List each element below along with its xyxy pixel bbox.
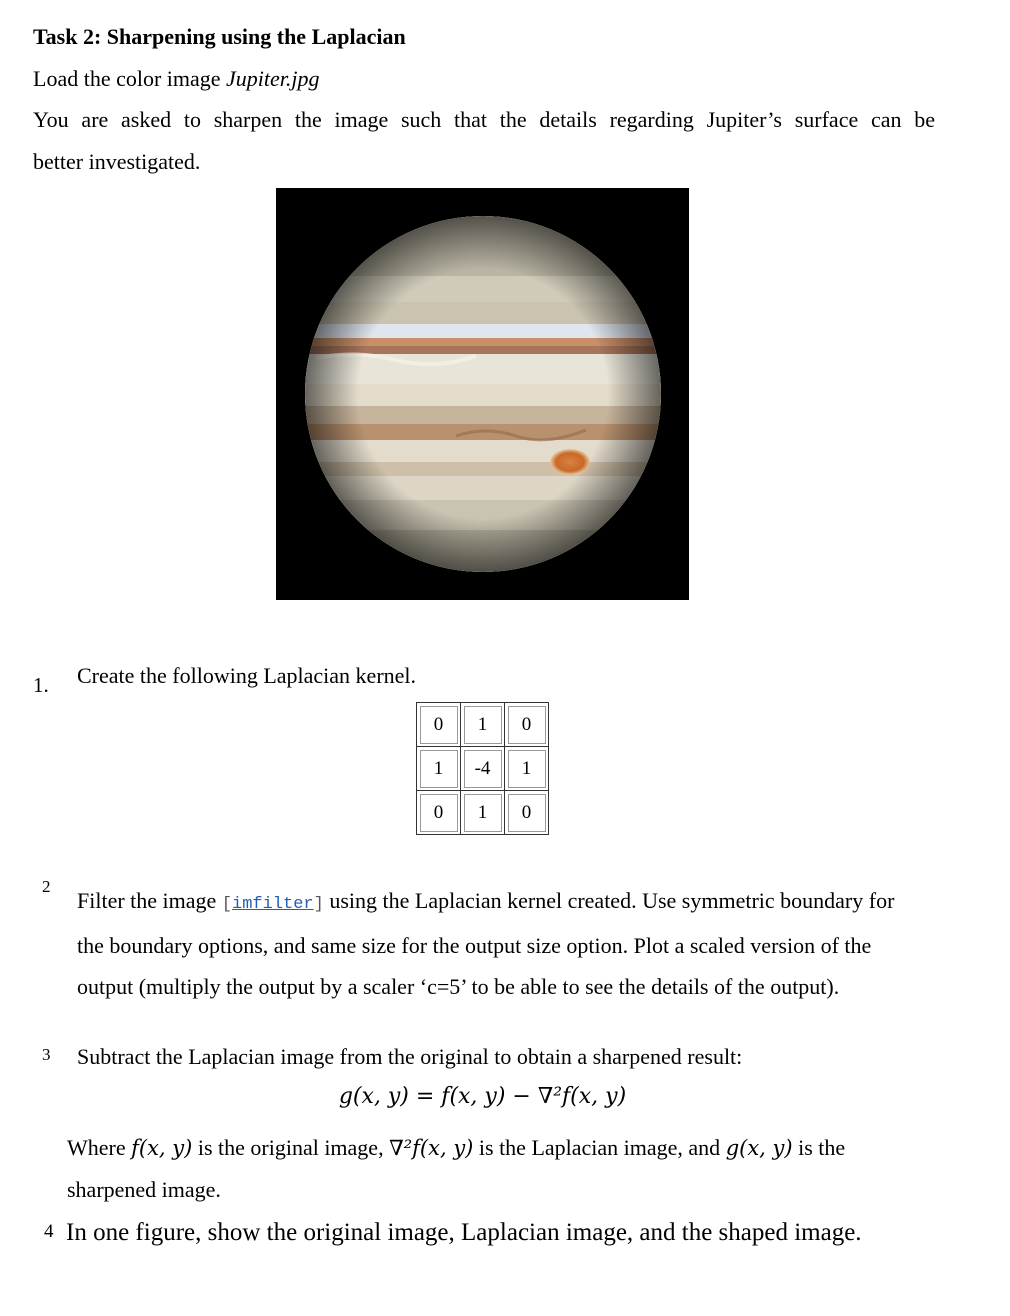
kernel-cell: 1 [461, 703, 505, 747]
load-text: Load the color image [33, 66, 227, 91]
step-4-text: In one figure, show the original image, Laplacian image, and the shaped image. [66, 1219, 862, 1246]
step-3-number: 3 [42, 1045, 51, 1064]
imfilter-link[interactable]: imfilter [232, 895, 314, 914]
step-3-text: Subtract the Laplacian image from the original to obtain a sharpened result: [77, 1044, 743, 1069]
task-title: Task 2: Sharpening using the Laplacian [33, 24, 406, 49]
laplacian-kernel-table [416, 702, 549, 835]
code-bracket-close: ] [313, 895, 324, 914]
kernel-row [417, 703, 549, 747]
step-2-text-after: using the Laplacian kernel created. Use symmetric boundary for the boundary options, and same size for the output size option. Plot a scaled version of the output (multiply the output by a scaler ‘c=5’ to be able to see the details of the output). [77, 888, 895, 999]
step-1-text: Create the following Laplacian kernel. [77, 663, 417, 688]
where-text-2: is the original image, [192, 1135, 390, 1160]
where-text-1: Where [67, 1135, 132, 1160]
jupiter-illustration [276, 188, 689, 600]
file-name: Jupiter.jpg [226, 66, 320, 91]
load-instruction [33, 66, 320, 92]
kernel-cell: -4 [461, 747, 505, 791]
math-g: g(x, y) [725, 1136, 793, 1160]
where-explanation [67, 1127, 927, 1211]
kernel-cell: 0 [417, 791, 461, 835]
step-2-text [77, 880, 922, 1007]
step-4-number: 4 [44, 1221, 54, 1242]
kernel-cell: 1 [417, 747, 461, 791]
kernel-row [417, 747, 549, 791]
code-bracket-open: [ [221, 895, 232, 914]
kernel-cell: 1 [505, 747, 549, 791]
step-1-number: 1. [33, 673, 49, 697]
kernel-cell: 0 [417, 703, 461, 747]
kernel-cell: 0 [505, 791, 549, 835]
where-text-4: is the sharpened image. [67, 1135, 846, 1202]
imfilter-code [222, 895, 324, 914]
where-text-3: is the Laplacian image, and [473, 1135, 726, 1160]
sharpening-equation: g(x, y) = f(x, y) − ∇²f(x, y) [338, 1084, 627, 1109]
kernel-cell: 1 [461, 791, 505, 835]
math-f: f(x, y) [131, 1136, 193, 1160]
kernel-cell: 0 [505, 703, 549, 747]
ask-line-2: better investigated. [33, 149, 201, 174]
step-2-text-before: Filter the image [77, 888, 222, 913]
jupiter-image [276, 188, 689, 600]
kernel-row [417, 791, 549, 835]
step-2-number: 2 [42, 877, 51, 896]
math-laplacian: ∇²f(x, y) [389, 1136, 474, 1160]
ask-line-1: You are asked to sharpen the image such that the details regarding Jupiter’s surface can be [33, 107, 935, 132]
